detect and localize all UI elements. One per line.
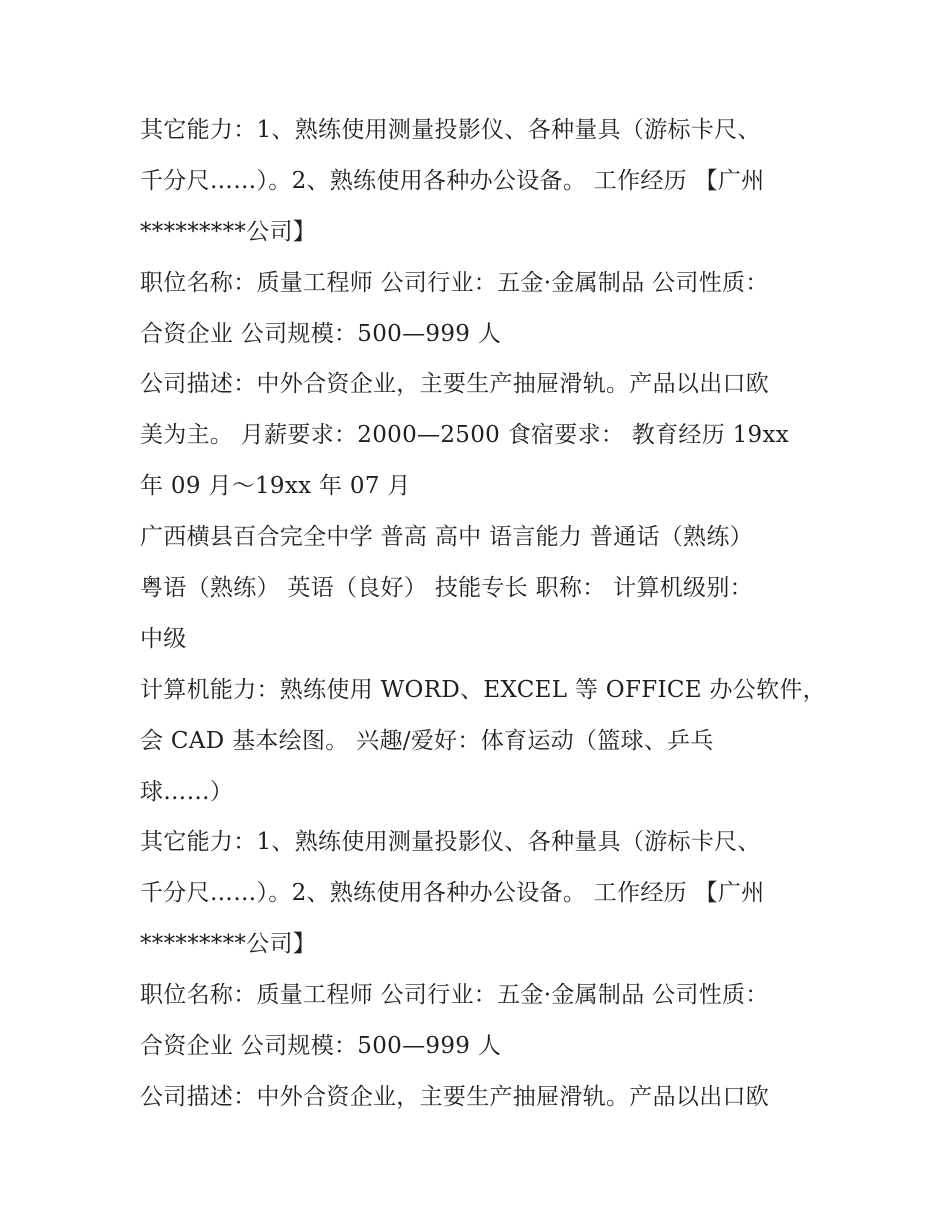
text-line: 中级 bbox=[140, 625, 187, 652]
text-line: *********公司】 bbox=[140, 931, 317, 958]
text-line: 职位名称：质量工程师 公司行业：五金·金属制品 公司性质： bbox=[140, 982, 769, 1009]
text-line: 公司描述：中外合资企业，主要生产抽屉滑轨。产品以出口欧 bbox=[140, 1083, 770, 1110]
text-line: 粤语（熟练） 英语（良好） 技能专长 职称： 计算机级别： bbox=[140, 575, 753, 602]
text-line: 千分尺……）。2、熟练使用各种办公设备。 工作经历 【广州 bbox=[140, 880, 765, 907]
text-line: 合资企业 公司规模：500—999 人 bbox=[140, 1033, 502, 1060]
text-line: 美为主。 月薪要求：2000—2500 食宿要求： 教育经历 19xx bbox=[140, 422, 790, 449]
text-line: *********公司】 bbox=[140, 218, 317, 245]
text-line: 球……） bbox=[140, 778, 234, 805]
text-line: 计算机能力：熟练使用 WORD、EXCEL 等 OFFICE 办公软件， bbox=[140, 676, 826, 703]
text-line: 千分尺……）。2、熟练使用各种办公设备。 工作经历 【广州 bbox=[140, 167, 765, 194]
text-line: 广西横县百合完全中学 普高 高中 语言能力 普通话（熟练） bbox=[140, 524, 753, 551]
text-line: 职位名称：质量工程师 公司行业：五金·金属制品 公司性质： bbox=[140, 269, 769, 296]
text-line: 会 CAD 基本绘图。 兴趣/爱好：体育运动（篮球、乒乓 bbox=[140, 727, 714, 754]
text-line: 公司描述：中外合资企业，主要生产抽屉滑轨。产品以出口欧 bbox=[140, 371, 770, 398]
text-line: 其它能力：1、熟练使用测量投影仪、各种量具（游标卡尺、 bbox=[140, 117, 761, 143]
text-line: 合资企业 公司规模：500—999 人 bbox=[140, 320, 502, 347]
resume-text bbox=[140, 105, 830, 1123]
text-line: 其它能力：1、熟练使用测量投影仪、各种量具（游标卡尺、 bbox=[140, 829, 761, 856]
text-line: 年 09 月～19xx 年 07 月 bbox=[140, 473, 411, 500]
